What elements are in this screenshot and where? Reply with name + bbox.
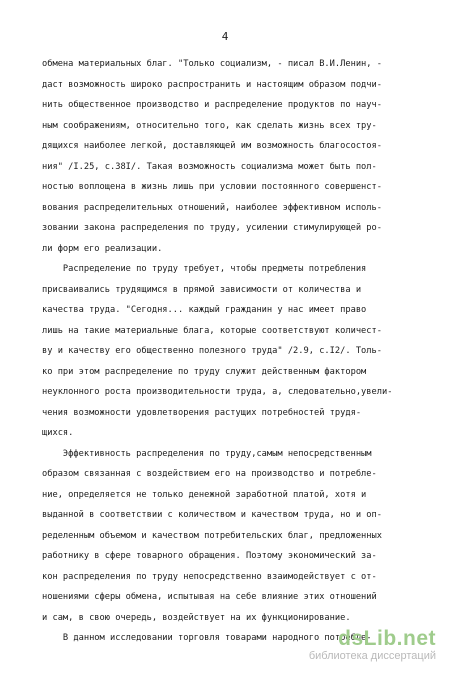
text-line: ным соображениям, относительно того, как сделать жизнь всех тру- xyxy=(42,120,377,131)
watermark[interactable] xyxy=(309,628,436,663)
text-line: образом связанная с воздействием его на производство и потребле- xyxy=(42,469,377,479)
text-line: ношениями сферы обмена, испытывая на себе влияние этих отношений xyxy=(42,592,377,602)
text-line: щихся. xyxy=(42,428,74,438)
text-line: лишь на такие материальные блага, которые соответствуют количест- xyxy=(42,325,382,336)
text-line: ли форм его реализации. xyxy=(42,243,163,254)
text-line: качества труда. "Сегодня... каждый гражданин у нас имеет право xyxy=(42,305,367,315)
text-line: даст возможность широко распространить и настоящим образом подчи- xyxy=(42,79,382,90)
text-line: В данном исследовании торговля товарами народного потребле- xyxy=(42,633,372,643)
text-line: обмена материальных благ. "Только социализм, - писал В.И.Ленин, - xyxy=(42,59,382,69)
body-text xyxy=(42,54,426,649)
text-line: вования распределительных отношений, наиболее эффективном исполь- xyxy=(42,202,382,213)
text-line: выданной в соответствии с количеством и качеством труда, но и оп- xyxy=(42,510,382,520)
text-line: зовании закона распределения по труду, усилении стимулирующей ро- xyxy=(42,223,382,233)
text-line: чения возможности удовлетворения растущих потребностей трудя- xyxy=(42,407,362,418)
text-line: ние, определяется не только денежной заработной платой, хотя и xyxy=(42,489,367,500)
text-line: дящихся наиболее легкой, доставляющей им возможность благосостоя- xyxy=(42,141,382,151)
text-line: нить общественное производство и распределение продуктов по науч- xyxy=(42,100,382,110)
watermark-logo[interactable]: dsLib.net xyxy=(338,627,436,650)
text-line: кон распределения по труду непосредственно взаимодействует с от- xyxy=(42,571,377,582)
text-line: и сам, в свою очередь, воздействует на их функционирование. xyxy=(42,612,351,623)
text-line: ко при этом распределение по труду служит действенным фактором xyxy=(42,366,367,377)
text-line: неуклонного роста производительности труда, а, следовательно,увели- xyxy=(42,387,393,397)
text-line: работнику в сфере товарного обращения. Поэтому экономический за- xyxy=(42,551,377,561)
text-line: ния" /I.25, с.38I/. Такая возможность социализма может быть пол- xyxy=(42,161,377,172)
page-number: 4 xyxy=(221,30,229,43)
text-line: ностью воплощена в жизнь лишь при условии постоянного совершенст- xyxy=(42,182,382,192)
text-line: ределенным объемом и качеством потребительских благ, предложенных xyxy=(42,530,382,541)
text-line: присваивались трудящимся в прямой зависимости от количества и xyxy=(42,284,362,295)
text-line: Эффективность распределения по труду,самым непосредственным xyxy=(42,448,372,459)
watermark-caption: библиотека диссертаций xyxy=(308,650,436,662)
text-line: ву и качеству его общественно полезного труда" /2.9, с.I2/. Толь- xyxy=(42,346,382,356)
text-line: Распределение по труду требует, чтобы предметы потребления xyxy=(42,264,367,274)
